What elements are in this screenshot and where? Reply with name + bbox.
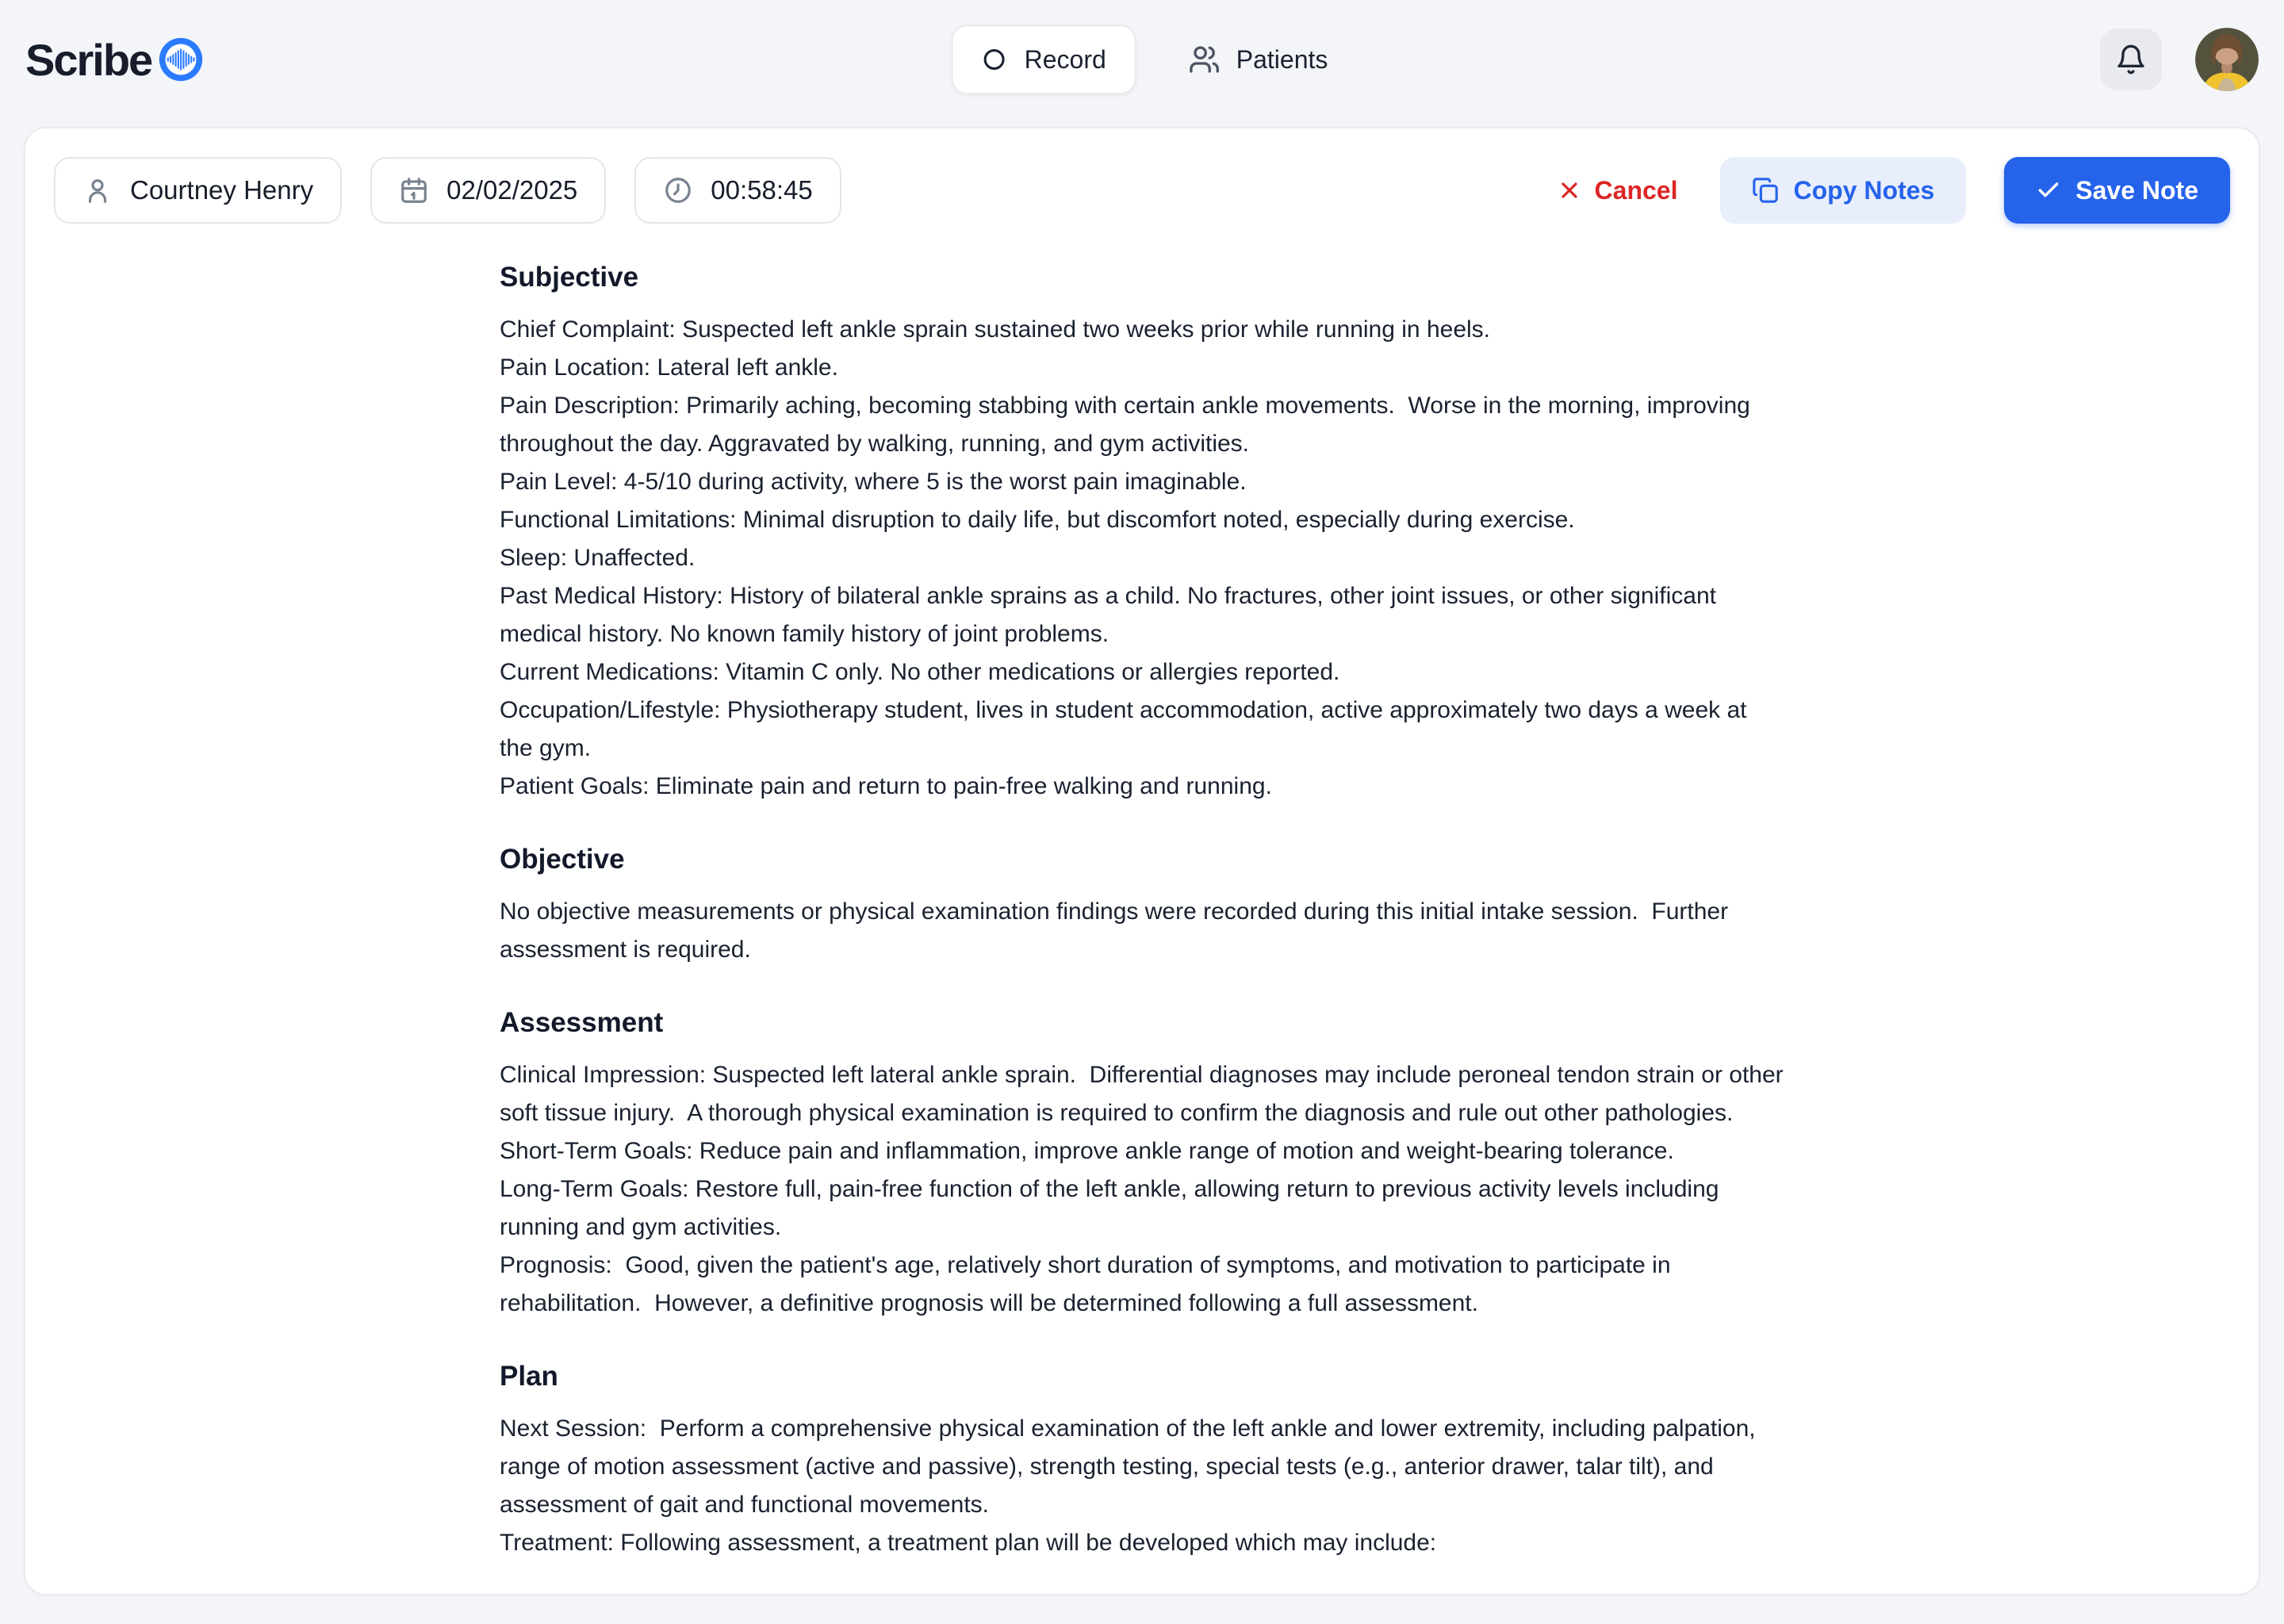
duration-chip[interactable] [634, 157, 841, 224]
section-heading-objective: Objective [500, 844, 625, 875]
patients-button-label: Patients [1236, 44, 1328, 74]
calendar-icon [399, 175, 429, 205]
patient-chip[interactable] [54, 157, 342, 224]
note-paragraph: Functional Limitations: Minimal disruption to daily life, but discomfort noted, especially during exercise. [500, 507, 1575, 533]
section-plan [500, 1359, 1784, 1562]
copy-icon [1752, 177, 1779, 204]
note-paragraph: Pain Level: 4-5/10 during activity, where 5 is the worst pain imaginable. [500, 469, 1247, 495]
note-paragraph: Short-Term Goals: Reduce pain and inflammation, improve ankle range of motion and weight-bearing tolerance. [500, 1138, 1674, 1164]
primary-nav [952, 25, 1333, 94]
app-logo [25, 34, 204, 86]
note-paragraph: No objective measurements or physical examination findings were recorded during this initial intake session. Further assessment is required. [500, 898, 1735, 963]
check-icon [2036, 178, 2061, 203]
note-paragraph: Chief Complaint: Suspected left ankle sprain sustained two weeks prior while running in heels. [500, 316, 1490, 343]
cancel-button[interactable] [1552, 175, 1683, 206]
note-card [24, 127, 2260, 1595]
x-icon [1557, 178, 1582, 203]
note-content[interactable] [500, 260, 1791, 1562]
section-objective [500, 842, 1784, 969]
clock-icon [663, 175, 693, 205]
record-button-label: Record [1024, 44, 1106, 74]
patients-button[interactable] [1184, 43, 1333, 76]
session-date: 02/02/2025 [446, 175, 578, 205]
section-heading-plan: Plan [500, 1361, 558, 1392]
section-heading-subjective: Subjective [500, 262, 639, 293]
cancel-button-label: Cancel [1594, 175, 1678, 205]
copy-notes-button-label: Copy Notes [1793, 175, 1935, 205]
record-circle-icon [982, 47, 1007, 72]
patients-icon [1189, 44, 1221, 75]
record-button[interactable] [952, 25, 1136, 94]
note-paragraph: Next Session: Perform a comprehensive physical examination of the left ankle and lower extremity, including palpation, range of motion assessment (active and passive), strength testing, special tests (e.g., anterior drawer, talar tilt), and assessment of gait and functional movements. [500, 1415, 1762, 1518]
patient-name: Courtney Henry [130, 175, 314, 205]
note-paragraph: Long-Term Goals: Restore full, pain-free function of the left ankle, allowing return to previous activity levels including running and gym activities. [500, 1176, 1726, 1240]
note-paragraph: Patient Goals: Eliminate pain and return to pain-free walking and running. [500, 773, 1272, 799]
note-paragraph: Clinical Impression: Suspected left lateral ankle sprain. Differential diagnoses may include peroneal tendon strain or other soft tissue injury. A thorough physical examination is required to confirm the diagnosis and rule out other pathologies. [500, 1062, 1791, 1126]
note-paragraph: Current Medications: Vitamin C only. No other medications or allergies reported. [500, 659, 1340, 685]
note-paragraph: Past Medical History: History of bilateral ankle sprains as a child. No fractures, other joint issues, or other significant medical history. No known family history of joint problems. [500, 583, 1723, 647]
bell-icon [2115, 44, 2147, 75]
toolbar-actions [1552, 157, 2230, 224]
copy-notes-button[interactable] [1720, 157, 1966, 224]
avatar-image [2195, 28, 2259, 91]
avatar[interactable] [2195, 28, 2259, 91]
note-paragraph: Prognosis: Good, given the patient's age, relatively short duration of symptoms, and motivation to participate in rehabilitation. However, a definitive prognosis will be determined following a full assessment. [500, 1252, 1677, 1316]
session-duration: 00:58:45 [711, 175, 813, 205]
top-bar [0, 0, 2284, 119]
note-toolbar [25, 128, 2259, 224]
section-heading-assessment: Assessment [500, 1007, 664, 1038]
app-logo-text: Scribe [25, 34, 152, 85]
note-paragraph: Pain Location: Lateral left ankle. [500, 354, 838, 381]
user-icon [82, 175, 113, 205]
note-paragraph: Sleep: Unaffected. [500, 545, 696, 571]
notifications-button[interactable] [2100, 29, 2162, 90]
note-paragraph: Treatment: Following assessment, a treatment plan will be developed which may include: [500, 1530, 1437, 1556]
save-note-button[interactable] [2004, 157, 2230, 224]
date-chip[interactable] [370, 157, 606, 224]
section-subjective [500, 260, 1784, 806]
waveform-logo-icon [158, 36, 204, 82]
note-paragraph: Pain Description: Primarily aching, becoming stabbing with certain ankle movements. Worse in the morning, improving throughout the day. Aggravated by walking, running, and gym activities. [500, 393, 1757, 457]
note-paragraph: Occupation/Lifestyle: Physiotherapy student, lives in student accommodation, active approximately two days a week at the gym. [500, 697, 1753, 761]
section-assessment [500, 1005, 1791, 1323]
top-bar-right [2100, 28, 2259, 91]
save-note-button-label: Save Note [2075, 175, 2198, 205]
